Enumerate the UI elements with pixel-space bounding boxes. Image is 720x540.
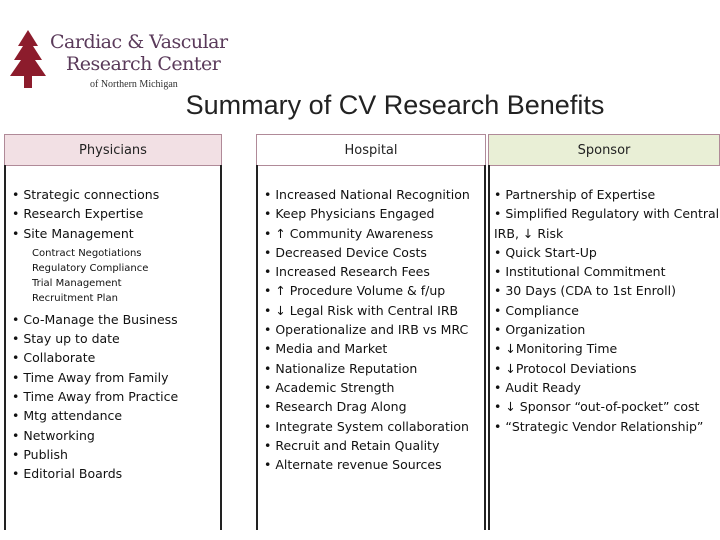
list-item: • Editorial Boards [12,466,123,482]
list-item: • ↓Protocol Deviations [494,360,637,376]
list-item: • Operationalize and IRB vs MRC [264,322,469,338]
logo-line-3: of Northern Michigan [90,79,178,90]
hospital-column [256,134,486,530]
list-item: • Collaborate [12,350,96,366]
physicians-list [12,185,216,484]
hospital-list [264,185,480,474]
logo-line-1: Cardiac & Vascular [50,31,228,53]
list-item: • Academic Strength [264,379,395,395]
list-item: • Stay up to date [12,331,120,347]
list-item: • Increased Research Fees [264,264,430,280]
list-item: • Research Drag Along [264,399,407,415]
physicians-body [4,165,222,530]
pine-tree-icon [6,28,50,98]
list-item: • Recruit and Retain Quality [264,437,440,453]
list-item: • ↑ Community Awareness [264,225,434,241]
list-item: • Co-Manage the Business [12,311,178,327]
list-item: • Site Management [12,225,134,241]
list-item: • Time Away from Practice [12,389,179,405]
sub-list-item: Contract Negotiations [32,247,142,259]
list-item: • Decreased Device Costs [264,244,427,260]
list-item: • Simplified Regulatory with Central [494,206,720,222]
list-item: • Strategic connections [12,187,160,202]
list-item: • Mtg attendance [12,408,123,424]
research-center-logo [6,28,228,98]
sponsor-body [488,165,720,530]
site-management-sublist [12,243,216,310]
list-item: • ↓ Legal Risk with Central IRB [264,302,459,318]
sponsor-header: Sponsor [488,134,720,166]
logo-line-2: Research Center [66,53,221,75]
list-item: • Nationalize Reputation [264,360,418,376]
list-item: • Integrate System collaboration [264,418,469,434]
list-item: • Organization [494,322,586,338]
sub-list-item: Trial Management [32,277,122,289]
hospital-header: Hospital [256,134,486,166]
list-item: • Networking [12,427,95,443]
list-item: • Partnership of Expertise [494,187,656,202]
list-item: • Alternate revenue Sources [264,457,442,473]
slide-title: Summary of CV Research Benefits [185,90,605,120]
list-item: • Research Expertise [12,206,144,222]
sponsor-column [488,134,720,530]
list-item: • Institutional Commitment [494,264,666,280]
sub-list-item: Regulatory Compliance [32,262,149,274]
list-item: • 30 Days (CDA to 1st Enroll) [494,283,676,299]
list-item: • ↓Monitoring Time [494,341,618,357]
list-item: • Media and Market [264,341,388,357]
list-item: • “Strategic Vendor Relationship” [494,418,704,434]
list-item: • Keep Physicians Engaged [264,206,435,222]
physicians-column [4,134,222,530]
list-item: • Increased National Recognition [264,187,470,202]
hospital-body [256,165,486,530]
sponsor-list [494,185,720,436]
list-item: IRB, ↓ Risk [494,225,564,241]
list-item: • Audit Ready [494,379,581,395]
physicians-header: Physicians [4,134,222,166]
list-item: • Quick Start-Up [494,244,597,260]
list-item: • Time Away from Family [12,369,169,385]
list-item: • Compliance [494,302,579,318]
list-item: • Publish [12,446,68,462]
sub-list-item: Recruitment Plan [32,292,118,304]
list-item: • ↑ Procedure Volume & f/up [264,283,446,299]
list-item: • ↓ Sponsor “out-of-pocket” cost [494,399,700,415]
